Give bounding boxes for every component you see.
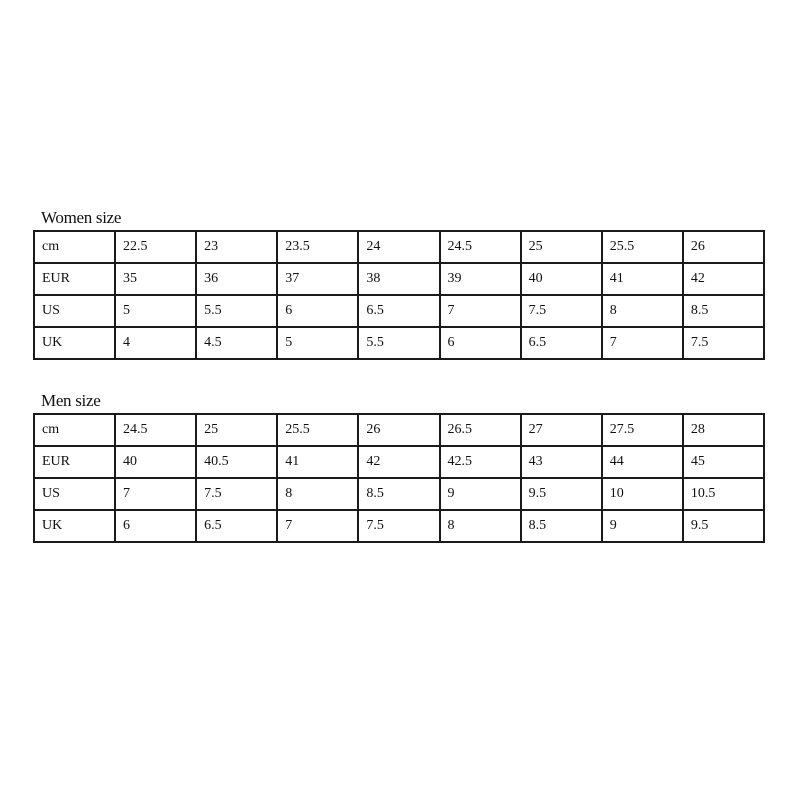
table-cell: 8.5 (521, 510, 602, 542)
table-cell: 36 (196, 263, 277, 295)
table-cell: 9 (440, 478, 521, 510)
table-cell: 25.5 (602, 231, 683, 263)
table-cell: 24.5 (440, 231, 521, 263)
table-cell: 42 (683, 263, 764, 295)
table-cell: 44 (602, 446, 683, 478)
table-cell: 28 (683, 414, 764, 446)
row-label-us: US (34, 295, 115, 327)
table-cell: 8.5 (683, 295, 764, 327)
table-cell: 27.5 (602, 414, 683, 446)
row-label-uk: UK (34, 327, 115, 359)
table-cell: 7.5 (358, 510, 439, 542)
table-cell: 25 (521, 231, 602, 263)
table-cell: 8 (277, 478, 358, 510)
table-cell: 25.5 (277, 414, 358, 446)
women-size-title: Women size (41, 208, 122, 227)
table-cell: 6.5 (521, 327, 602, 359)
row-label-eur: EUR (34, 446, 115, 478)
row-label-us: US (34, 478, 115, 510)
table-cell: 7.5 (196, 478, 277, 510)
table-cell: 8 (440, 510, 521, 542)
table-cell: 24 (358, 231, 439, 263)
table-cell: 5.5 (196, 295, 277, 327)
table-cell: 41 (277, 446, 358, 478)
table-cell: 35 (115, 263, 196, 295)
table-row-cm (34, 414, 764, 446)
table-row-uk (34, 510, 764, 542)
table-cell: 40 (115, 446, 196, 478)
table-cell: 37 (277, 263, 358, 295)
table-cell: 5 (277, 327, 358, 359)
table-cell: 42 (358, 446, 439, 478)
table-cell: 41 (602, 263, 683, 295)
table-cell: 22.5 (115, 231, 196, 263)
table-cell: 9.5 (521, 478, 602, 510)
table-cell: 26.5 (440, 414, 521, 446)
table-cell: 6 (115, 510, 196, 542)
women-size-section (33, 206, 765, 360)
table-cell: 9 (602, 510, 683, 542)
men-size-title: Men size (41, 391, 101, 410)
table-cell: 6 (440, 327, 521, 359)
table-cell: 6.5 (358, 295, 439, 327)
table-cell: 43 (521, 446, 602, 478)
table-cell: 4 (115, 327, 196, 359)
table-cell: 7 (277, 510, 358, 542)
men-size-section (33, 389, 765, 543)
table-cell: 39 (440, 263, 521, 295)
row-label-cm: cm (34, 414, 115, 446)
table-cell: 4.5 (196, 327, 277, 359)
table-cell: 5.5 (358, 327, 439, 359)
women-size-table (33, 230, 765, 360)
table-cell: 7 (115, 478, 196, 510)
table-cell: 5 (115, 295, 196, 327)
table-cell: 38 (358, 263, 439, 295)
table-cell: 24.5 (115, 414, 196, 446)
table-cell: 40.5 (196, 446, 277, 478)
men-size-table (33, 413, 765, 543)
row-label-cm: cm (34, 231, 115, 263)
table-cell: 7.5 (683, 327, 764, 359)
table-cell: 26 (358, 414, 439, 446)
table-row-cm (34, 231, 764, 263)
table-row-us (34, 478, 764, 510)
table-cell: 45 (683, 446, 764, 478)
table-cell: 40 (521, 263, 602, 295)
table-cell: 6.5 (196, 510, 277, 542)
table-row-eur (34, 263, 764, 295)
table-cell: 6 (277, 295, 358, 327)
table-cell: 9.5 (683, 510, 764, 542)
table-cell: 25 (196, 414, 277, 446)
table-cell: 10 (602, 478, 683, 510)
table-row-eur (34, 446, 764, 478)
table-cell: 42.5 (440, 446, 521, 478)
table-cell: 10.5 (683, 478, 764, 510)
table-cell: 8.5 (358, 478, 439, 510)
row-label-uk: UK (34, 510, 115, 542)
table-cell: 8 (602, 295, 683, 327)
table-cell: 7 (602, 327, 683, 359)
table-cell: 27 (521, 414, 602, 446)
table-cell: 23.5 (277, 231, 358, 263)
table-row-uk (34, 327, 764, 359)
table-cell: 7 (440, 295, 521, 327)
table-cell: 23 (196, 231, 277, 263)
table-cell: 7.5 (521, 295, 602, 327)
row-label-eur: EUR (34, 263, 115, 295)
table-cell: 26 (683, 231, 764, 263)
table-row-us (34, 295, 764, 327)
